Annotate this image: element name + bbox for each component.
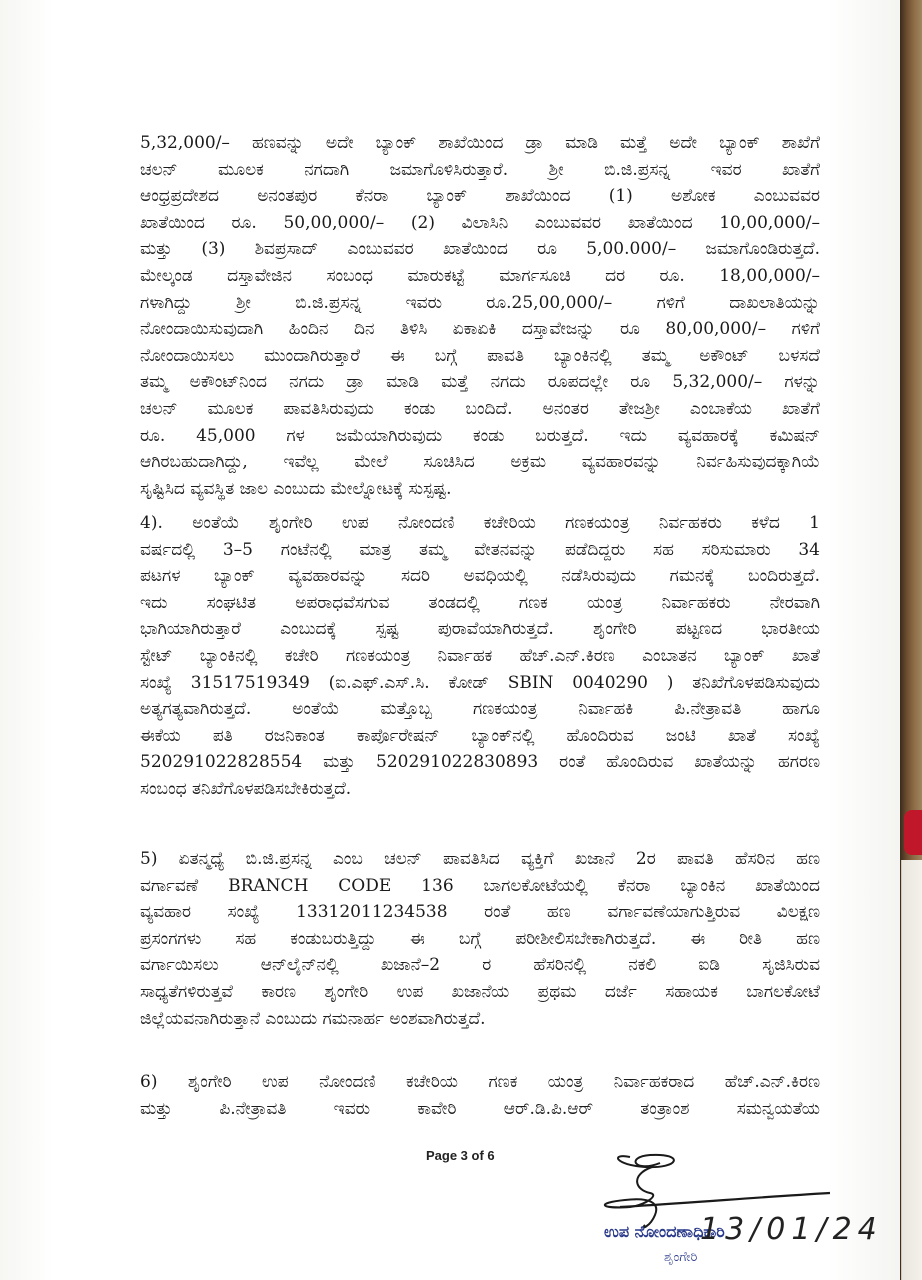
- text-line: ವರ್ಗಾಯಿಸಲು ಆನ್‌ಲೈನ್‌ನಲ್ಲಿ ಖಜಾನೆ–2 ರ ಹೆಸರಿನಲ್ಲಿ ನಕಲಿ ಐಡಿ ಸೃಜಿಸಿರುವ: [140, 955, 820, 976]
- text-line: ಭಾಗಿಯಾಗಿರುತ್ತಾರೆ ಎಂಬುದಕ್ಕೆ ಸ್ಪಷ್ಟ ಪುರಾವೆಯಾಗಿರುತ್ತದೆ. ಶೃಂಗೇರಿ ಪಟ್ಟಣದ ಭಾರತೀಯ: [140, 619, 820, 640]
- text-line: ಚಲನ್ ಮೂಲಕ ಪಾವತಿಸಿರುವುದು ಕಂಡು ಬಂದಿದೆ. ಅನಂತರ ತೇಜಶ್ರೀ ಎಂಬಾಕೆಯ ಖಾತೆಗೆ: [140, 398, 820, 419]
- text-line: ಸೃಷ್ಟಿಸಿದ ವ್ಯವಸ್ಥಿತ ಜಾಲ ಎಂಬುದು ಮೇಲ್ನೋಟಕ್ಕೆ ಸುಸ್ಪಷ್ಟ.: [140, 478, 452, 499]
- text-line: ತಮ್ಮ ಅಕೌಂಟ್‌ನಿಂದ ನಗದು ಡ್ರಾ ಮಾಡಿ ಮತ್ತೆ ನಗದು ರೂಪದಲ್ಲೇ ರೂ 5,32,000/– ಗಳನ್ನು: [140, 372, 820, 393]
- text-line: 5) ಏತನ್ಮಧ್ಯೆ ಬಿ.ಜಿ.ಪ್ರಸನ್ನ ಎಂಬ ಚಲನ್ ಪಾವತಿಸಿದ ವ್ಯಕ್ತಿಗೆ ಖಜಾನೆ 2ರ ಪಾವತಿ ಹೆಸರಿನ ಹಣ: [140, 849, 820, 869]
- text-line: ಮತ್ತು (3) ಶಿವಪ್ರಸಾದ್ ಎಂಬುವವರ ಖಾತೆಯಿಂದ ರೂ 5,00.000/– ಜಮಾಗೊಂಡಿರುತ್ತದೆ.: [140, 239, 820, 260]
- text-line: ಸಾಧ್ಯತೆಗಳಿರುತ್ತವೆ ಕಾರಣ ಶೃಂಗೇರಿ ಉಪ ಖಜಾನೆಯ ಪ್ರಥಮ ದರ್ಜೆ ಸಹಾಯಕ ಬಾಗಲಕೋಟೆ: [140, 981, 820, 1002]
- text-line: ಪ್ರಸಂಗಗಳು ಸಹ ಕಂಡುಬರುತ್ತಿದ್ದು ಈ ಬಗ್ಗೆ ಪರೀಶೀಲಿಸಬೇಕಾಗಿರುತ್ತದೆ. ಈ ರೀತಿ ಹಣ: [140, 928, 820, 949]
- page-edge-red-mark: [904, 810, 922, 855]
- text-line: 4). ಅಂತೆಯೆ ಶೃಂಗೇರಿ ಉಪ ನೋಂದಣಿ ಕಚೇರಿಯ ಗಣಕಯಂತ್ರ ನಿರ್ವಹಕರು ಕಳೆದ 1: [140, 513, 820, 533]
- seal-office-place: ಶೃಂಗೇರಿ: [664, 1250, 698, 1265]
- text-line: ವ್ಯವಹಾರ ಸಂಖ್ಯೆ 13312011234538 ರಂತೆ ಹಣ ವರ್ಗಾವಣೆಯಾಗುತ್ತಿರುವ ವಿಲಕ್ಷಣ: [140, 902, 820, 923]
- text-line: ವರ್ಗಾವಣೆ BRANCH CODE 136 ಬಾಗಲಕೋಟೆಯಲ್ಲಿ ಕೆನರಾ ಬ್ಯಾಂಕಿನ ಖಾತೆಯಿಂದ: [140, 875, 820, 896]
- paragraph-4: [140, 510, 820, 803]
- text-line: ಇದು ಸಂಘಟಿತ ಅಪರಾಧವೆಸಗುವ ತಂಡದಲ್ಲಿ ಗಣಕ ಯಂತ್ರ ನಿರ್ವಾಹಕರು ನೇರವಾಗಿ: [140, 592, 820, 613]
- text-line: ವರ್ಷದಲ್ಲಿ 3–5 ಗಂಟೆನಲ್ಲಿ ಮಾತ್ರ ತಮ್ಮ ವೇತನವನ್ನು ಪಡೆದಿದ್ದರು ಸಹ ಸರಿಸುಮಾರು 34: [140, 539, 820, 560]
- text-line: ಪಟಗಳ ಬ್ಯಾಂಕ್ ವ್ಯವಹಾರವನ್ನು ಸದರಿ ಅವಧಿಯಲ್ಲಿ ನಡೆಸಿರುವುದು ಗಮನಕ್ಕೆ ಬಂದಿರುತ್ತದೆ.: [140, 566, 820, 587]
- text-line: ನೋಂದಾಯಿಸಲು ಮುಂದಾಗಿರುತ್ತಾರೆ ಈ ಬಗ್ಗೆ ಪಾವತಿ ಬ್ಯಾಂಕಿನಲ್ಲಿ ತಮ್ಮ ಅಕೌಂಟ್ ಬಳಸದೆ: [140, 345, 820, 366]
- text-line: ಚಲನ್ ಮೂಲಕ ನಗದಾಗಿ ಜಮಾಗೊಳಿಸಿರುತ್ತಾರೆ. ಶ್ರೀ ಬಿ.ಜಿ.ಪ್ರಸನ್ನ ಇವರ ಖಾತೆಗೆ: [140, 159, 820, 180]
- text-line: ಮೇಲ್ಕಂಡ ದಸ್ತಾವೇಜಿನ ಸಂಬಂಧ ಮಾರುಕಟ್ಟೆ ಮಾರ್ಗಸೂಚಿ ದರ ರೂ. 18,00,000/–: [140, 265, 820, 286]
- paragraph-5: [140, 846, 820, 1032]
- seal-office-title: ಉಪ ನೋಂದಣಾಧಿಕಾರಿ: [604, 1222, 725, 1241]
- text-line: 520291022828554 ಮತ್ತು 520291022830893 ರಂತೆ ಹೊಂದಿರುವ ಖಾತೆಯನ್ನು ಹಗರಣ: [140, 752, 820, 773]
- text-line: ಮತ್ತು ಪಿ.ನೇತ್ರಾವತಿ ಇವರು ಕಾವೇರಿ ಆರ್.ಡಿ.ಪಿ.ಆರ್ ತಂತ್ರಾಂಶ ಸಮನ್ವಯತೆಯ: [140, 1098, 820, 1119]
- text-line: ಅತ್ಯಗತ್ಯವಾಗಿರುತ್ತದೆ. ಅಂತೆಯೆ ಮತ್ತೊಬ್ಬ ಗಣಕಯಂತ್ರ ನಿರ್ವಾಹಕಿ ಪಿ.ನೇತ್ರಾವತಿ ಹಾಗೂ: [140, 699, 820, 720]
- paragraph-6: [140, 1069, 820, 1122]
- handwritten-date: 13/01/24: [700, 1212, 883, 1247]
- text-line: ಸಂಬಂಧ ತನಿಖೆಗೊಳಪಡಿಸಬೇಕಿರುತ್ತದೆ.: [140, 778, 352, 799]
- text-line: 5,32,000/– ಹಣವನ್ನು ಅದೇ ಬ್ಯಾಂಕ್ ಶಾಖೆಯಿಂದ ಡ್ರಾ ಮಾಡಿ ಮತ್ತೆ ಅದೇ ಬ್ಯಾಂಕ್ ಶಾಖೆಗೆ: [140, 133, 820, 153]
- text-line: ಗಳಾಗಿದ್ದು ಶ್ರೀ ಬಿ.ಜಿ.ಪ್ರಸನ್ನ ಇವರು ರೂ.25,00,000/– ಗಳಿಗೆ ದಾಖಲಾತಿಯನ್ನು: [140, 292, 820, 313]
- text-line: ನೋಂದಾಯಿಸುವುದಾಗಿ ಹಿಂದಿನ ದಿನ ತಿಳಿಸಿ ಏಕಾಏಕಿ ದಸ್ತಾವೇಜನ್ನು ರೂ 80,00,000/– ಗಳಿಗೆ: [140, 319, 820, 340]
- text-line: ರೂ. 45,000 ಗಳ ಜಮೆಯಾಗಿರುವುದು ಕಂಡು ಬರುತ್ತದೆ. ಇದು ವ್ಯವಹಾರಕ್ಕೆ ಕಮಿಷನ್: [140, 425, 820, 446]
- text-line: ಆಗಿರಬಹುದಾಗಿದ್ದು, ಇವೆಲ್ಲ ಮೇಲೆ ಸೂಚಿಸಿದ ಅಕ್ರಮ ವ್ಯವಹಾರವನ್ನು ನಿರ್ವಹಿಸುವುದಕ್ಕಾಗಿಯೆ: [140, 452, 820, 473]
- text-line: 6) ಶೃಂಗೇರಿ ಉಪ ನೋಂದಣಿ ಕಚೇರಿಯ ಗಣಕ ಯಂತ್ರ ನಿರ್ವಾಹಕರಾದ ಹೆಚ್.ಎನ್.ಕಿರಣ: [140, 1072, 820, 1092]
- text-line: ಈಕೆಯ ಪತಿ ರಜನಿಕಾಂತ ಕಾರ್ಪೊರೇಷನ್ ಬ್ಯಾಂಕ್‌ನಲ್ಲಿ ಹೊಂದಿರುವ ಜಂಟಿ ಖಾತೆ ಸಂಖ್ಯೆ: [140, 725, 820, 746]
- text-line: ಸ್ಟೇಟ್ ಬ್ಯಾಂಕಿನಲ್ಲಿ ಕಚೇರಿ ಗಣಕಯಂತ್ರ ನಿರ್ವಾಹಕ ಹೆಚ್.ಎನ್.ಕಿರಣ ಎಂಬಾತನ ಬ್ಯಾಂಕ್ ಖಾತೆ: [140, 645, 820, 666]
- page-number-label: Page 3 of 6: [426, 1148, 495, 1163]
- text-line: ಸಂಖ್ಯೆ 31517519349 (ಐ.ಎಫ್.ಎಸ್.ಸಿ. ಕೋಡ್ SBIN 0040290 ) ತನಿಖೆಗೊಳಪಡಿಸುವುದು: [140, 672, 820, 693]
- paragraph-3-continuation: [140, 130, 820, 502]
- page-edge-lower: [901, 860, 922, 1280]
- text-line: ಜಿಲ್ಲೆಯವನಾಗಿರುತ್ತಾನೆ ಎಂಬುದು ಗಮನಾರ್ಹ ಅಂಶವಾಗಿರುತ್ತದೆ.: [140, 1008, 486, 1029]
- text-line: ಆಂಧ್ರಪ್ರದೇಶದ ಅನಂತಪುರ ಕೆನರಾ ಬ್ಯಾಂಕ್ ಶಾಖೆಯಿಂದ (1) ಅಶೋಕ ಎಂಬುವವರ: [140, 186, 820, 207]
- text-line: ಖಾತೆಯಿಂದ ರೂ. 50,00,000/– (2) ವಿಲಾಸಿನಿ ಎಂಬುವವರ ಖಾತೆಯಿಂದ 10,00,000/–: [140, 212, 820, 233]
